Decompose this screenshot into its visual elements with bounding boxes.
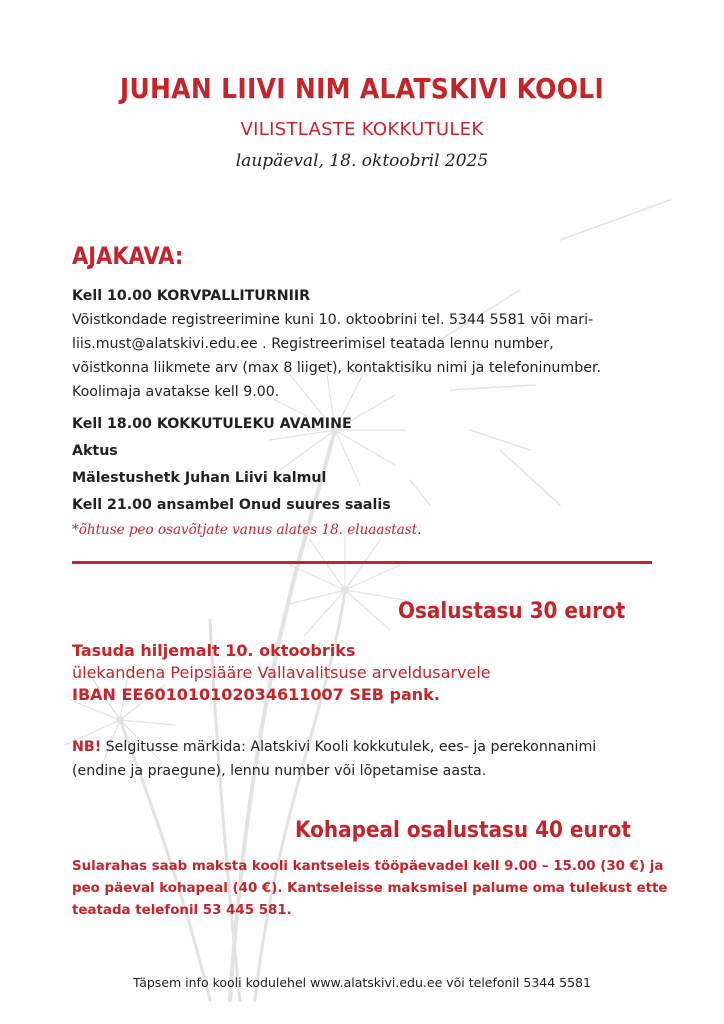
basketball-title: Kell 10.00 KORVPALLITURNIIR [72, 288, 311, 304]
schedule-basketball [72, 284, 601, 404]
fee-heading: Osalustasu 30 eurot [398, 596, 626, 624]
basketball-line: liis.must@alatskivi.edu.ee . Registreerimisel teatada lennu number, [72, 336, 554, 352]
onsite-line: teatada telefonil 53 445 581. [72, 903, 292, 918]
footer-info: Täpsem info kooli kodulehel www.alatskivi.edu.ee või telefonil 5344 5581 [133, 975, 591, 990]
payment-transfer: ülekandena Peipsiääre Vallavalitsuse arveldusarvele [72, 663, 491, 682]
event-subtitle: VILISTLASTE KOKKUTULEK [240, 119, 484, 140]
onsite-line: Sularahas saab maksta kooli kantseleis tööpäevadel kell 9.00 – 15.00 (30 €) ja [72, 859, 664, 874]
schedule-item: Kell 21.00 ansambel Onud suures saalis [72, 497, 391, 513]
schedule-evening [72, 411, 391, 519]
event-date: laupäeval, 18. oktoobril 2025 [235, 151, 489, 171]
schedule-heading: AJAKAVA: [72, 242, 184, 270]
payment-iban: IBAN EE601010102034611007 SEB pank. [72, 685, 440, 704]
event-title: JUHAN LIIVI NIM ALATSKIVI KOOLI [119, 72, 605, 105]
basketball-line: Koolimaja avatakse kell 9.00. [72, 384, 280, 400]
basketball-line: võistkonna liikmete arv (max 8 liiget), kontaktisiku nimi ja telefoninumber. [72, 360, 602, 376]
schedule-item: Kell 18.00 KOKKUTULEKU AVAMINE [72, 416, 352, 432]
payment-note [72, 735, 596, 783]
basketball-line: Võistkondade registreerimine kuni 10. oktoobrini tel. 5344 5581 või mari- [72, 312, 594, 328]
nb-text-2: (endine ja praegune), lennu number või lõpetamise aasta. [72, 763, 487, 779]
nb-label: NB! [72, 739, 102, 755]
onsite-info [72, 856, 668, 922]
divider [72, 561, 652, 564]
schedule-item: Aktus [72, 443, 118, 459]
onsite-line: peo päeval kohapeal (40 €). Kantseleisse maksmisel palume oma tulekust ette [72, 881, 668, 896]
payment-info [72, 640, 491, 706]
onsite-heading: Kohapeal osalustasu 40 eurot [295, 815, 631, 843]
payment-deadline: Tasuda hiljemalt 10. oktoobriks [72, 641, 356, 660]
nb-text: Selgitusse märkida: Alatskivi Kooli kokkutulek, ees- ja perekonnanimi [101, 739, 597, 755]
age-note: *õhtuse peo osavõtjate vanus alates 18. eluaastast. [72, 522, 422, 538]
schedule-item: Mälestushetk Juhan Liivi kalmul [72, 470, 327, 486]
